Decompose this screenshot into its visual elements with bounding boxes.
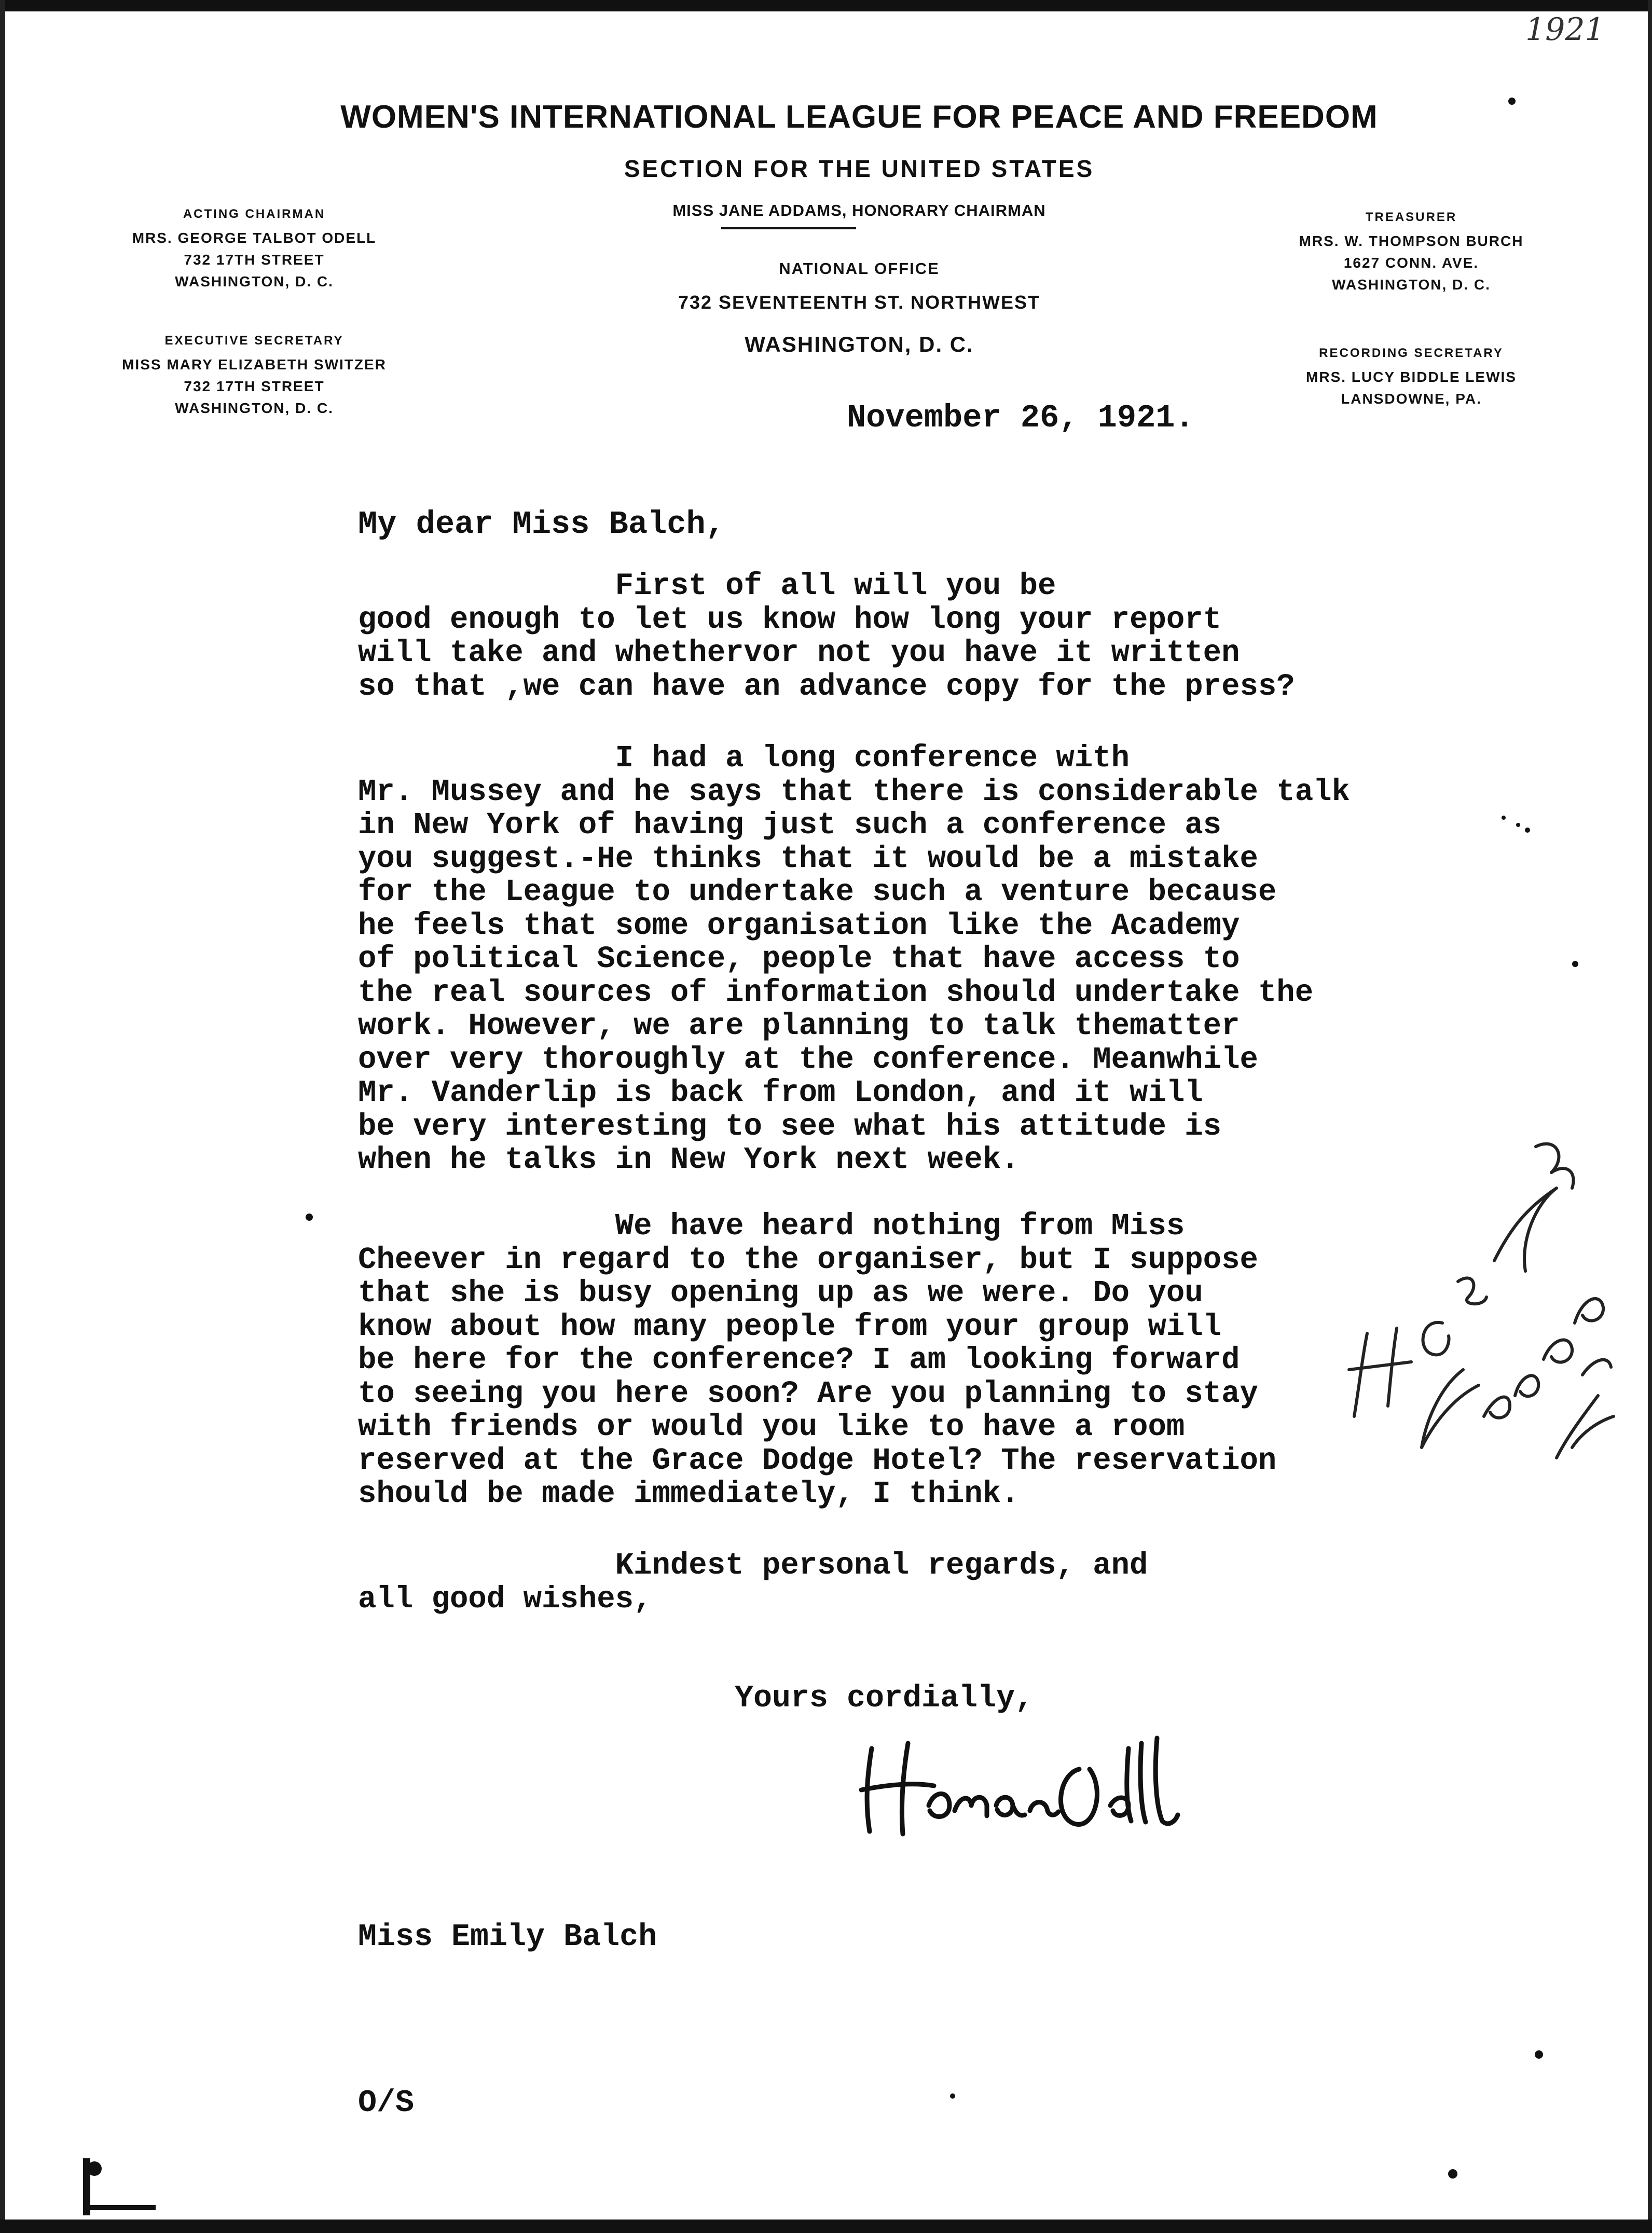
officer-city: WASHINGTON, D. C. bbox=[1332, 277, 1491, 293]
letter-date: November 26, 1921. bbox=[847, 399, 1194, 436]
officer-city: WASHINGTON, D. C. bbox=[175, 273, 334, 290]
salutation: My dear Miss Balch, bbox=[358, 506, 725, 543]
scan-border-bottom bbox=[0, 2220, 1652, 2233]
complimentary-close: Yours cordially, bbox=[735, 1681, 1034, 1716]
recipient-name: Miss Emily Balch bbox=[358, 1920, 657, 1955]
organization-name: WOMEN'S INTERNATIONAL LEAGUE FOR PEACE AND FREEDOM bbox=[340, 99, 1378, 135]
recording-secretary-block bbox=[1266, 342, 1557, 410]
section-name: SECTION FOR THE UNITED STATES bbox=[624, 155, 1095, 182]
closing-paragraph: Kindest personal regards, and all good wishes, bbox=[358, 1548, 1148, 1617]
officer-role: ACTING CHAIRMAN bbox=[183, 207, 326, 221]
officer-role: RECORDING SECRETARY bbox=[1319, 346, 1504, 360]
officer-street: 732 17TH STREET bbox=[184, 252, 325, 268]
officer-name: MRS. GEORGE TALBOT ODELL bbox=[132, 230, 377, 246]
honorary-chairman: MISS JANE ADDAMS, HONORARY CHAIRMAN bbox=[672, 201, 1046, 219]
acting-chairman-block bbox=[104, 203, 405, 293]
officer-street: 732 17TH STREET bbox=[184, 378, 325, 394]
officer-role: EXECUTIVE SECRETARY bbox=[164, 334, 344, 348]
office-city: WASHINGTON, D. C. bbox=[745, 332, 974, 356]
archive-mark: 1921 bbox=[1525, 11, 1605, 48]
body-paragraph-2: I had a long conference with Mr. Mussey and he says that there is considerable talk in New York of having just such a conference as you suggest.-He thinks that it would be a mistake for the League to undertake such a venture because he feels that some organisation like the Academy of political Science, people that have access to the real sources of information should undertake the work. However, we are planning to talk thematter over very thoroughly at the conference. Meanwhile Mr. Vanderlip is back from London, and it will be very interesting to see what his attitude is when he talks in New York next week. bbox=[358, 741, 1350, 1177]
executive-secretary-block bbox=[104, 330, 405, 419]
officer-role: TREASURER bbox=[1365, 210, 1457, 224]
reference-initials: O/S bbox=[358, 2086, 415, 2121]
letterhead-divider bbox=[721, 227, 856, 229]
treasurer-block bbox=[1266, 206, 1557, 296]
body-paragraph-1: First of all will you be good enough to let us know how long your report will take and whethervor not you have it written so that ,we can have an advance copy for the press? bbox=[358, 569, 1295, 704]
officer-name: MISS MARY ELIZABETH SWITZER bbox=[122, 356, 387, 373]
office-address: 732 SEVENTEENTH ST. NORTHWEST bbox=[678, 292, 1041, 313]
officer-name: MRS. W. THOMPSON BURCH bbox=[1299, 233, 1524, 249]
officer-street: 1627 CONN. AVE. bbox=[1343, 255, 1479, 271]
officer-city: WASHINGTON, D. C. bbox=[175, 400, 334, 416]
handwritten-signature bbox=[851, 1728, 1183, 1842]
handwritten-annotation bbox=[1339, 1126, 1629, 1499]
office-label: NATIONAL OFFICE bbox=[779, 259, 940, 278]
officer-city: LANSDOWNE, PA. bbox=[1341, 391, 1482, 407]
scan-border-top bbox=[0, 0, 1652, 11]
body-paragraph-3: We have heard nothing from Miss Cheever in regard to the organiser, but I suppose that she is busy opening up as we were. Do you know about how many people from your group will be here for the conference? I am looking forward to seeing you here soon? Are you planning to stay with friends or would you like to have a room reserved at the Grace Dodge Hotel? The reservation should be made immediately, I think. bbox=[358, 1209, 1277, 1511]
officer-name: MRS. LUCY BIDDLE LEWIS bbox=[1306, 369, 1517, 385]
